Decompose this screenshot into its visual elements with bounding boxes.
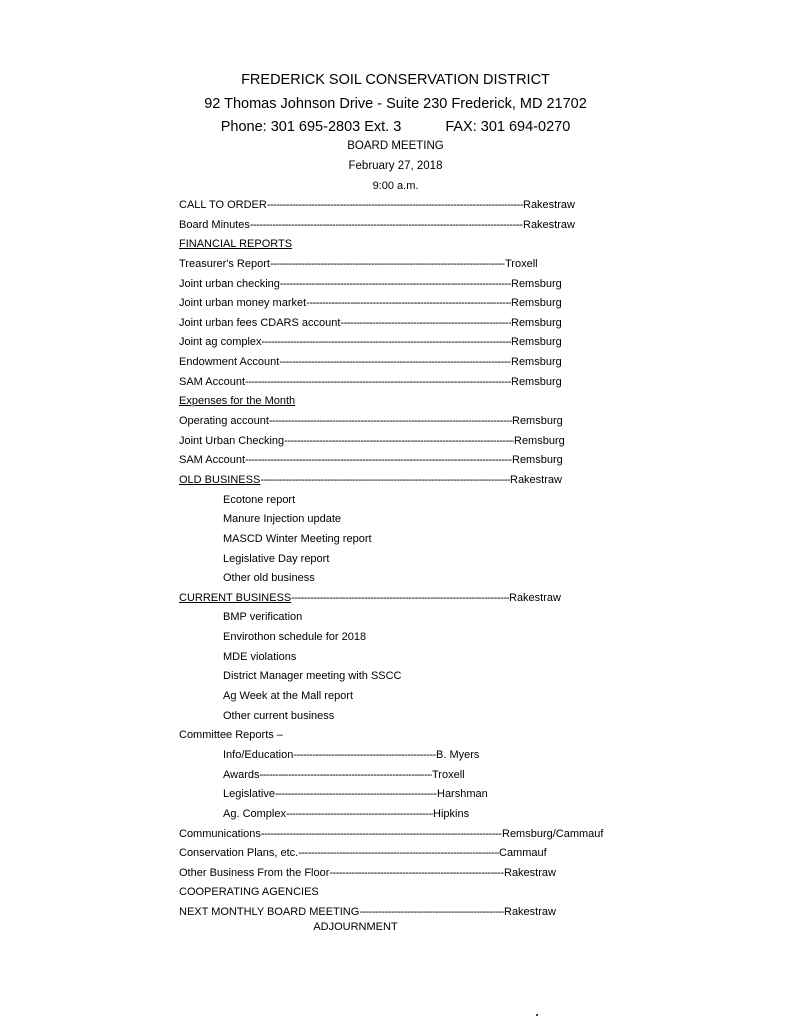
dot-leader bbox=[250, 216, 523, 236]
org-address: 92 Thomas Johnson Drive - Suite 230 Frederick, MD 21702 bbox=[204, 96, 587, 112]
agenda-item-presenter: Rakestraw bbox=[523, 199, 575, 211]
agenda-item-presenter: Rakestraw bbox=[504, 866, 556, 879]
dot-leader bbox=[267, 196, 523, 216]
agenda-item bbox=[0, 766, 791, 786]
agenda-item bbox=[0, 825, 791, 845]
agenda-item-label: Treasurer's Report bbox=[179, 257, 270, 270]
meeting-date: February 27, 2018 bbox=[348, 160, 443, 172]
agenda-item-label: Other Business From the Floor bbox=[179, 866, 330, 879]
agenda-item-presenter: Cammauf bbox=[499, 847, 547, 860]
meeting-title: BOARD MEETING bbox=[347, 140, 444, 152]
agenda-item-presenter: Remsburg bbox=[511, 356, 562, 369]
agenda-item bbox=[0, 589, 791, 609]
agenda-item-label: Joint urban checking bbox=[179, 277, 280, 290]
agenda-item-label: Envirothon schedule for 2018 bbox=[223, 631, 367, 644]
dot-leader bbox=[261, 825, 502, 845]
adjournment: ADJOURNMENT bbox=[313, 921, 398, 933]
dot-leader bbox=[280, 275, 511, 295]
meeting-time: 9:00 a.m. bbox=[372, 180, 419, 192]
agenda-item-presenter: Remsburg bbox=[514, 434, 565, 447]
dot-leader bbox=[245, 373, 511, 393]
agenda-item bbox=[0, 530, 791, 550]
agenda-item-label: OLD BUSINESS bbox=[179, 473, 261, 486]
dot-leader bbox=[286, 805, 433, 825]
agenda-item-label: Legislative Day report bbox=[223, 552, 330, 565]
agenda-item bbox=[0, 412, 791, 432]
agenda-item-label: MDE violations bbox=[223, 650, 297, 663]
agenda-item bbox=[0, 373, 791, 393]
agenda-item-label: Endowment Account bbox=[179, 356, 280, 369]
agenda-item-presenter: Harshman bbox=[437, 788, 488, 801]
agenda-item-label: Ag Week at the Mall report bbox=[223, 690, 354, 703]
agenda-item-label: Joint urban fees CDARS account bbox=[179, 316, 341, 329]
agenda-item bbox=[0, 608, 791, 628]
agenda-item-presenter: Remsburg bbox=[512, 415, 563, 428]
agenda-item bbox=[0, 333, 791, 353]
agenda-item-presenter: Rakestraw bbox=[523, 218, 575, 231]
dot-leader bbox=[262, 333, 511, 353]
agenda-item bbox=[0, 707, 791, 727]
agenda-item bbox=[0, 687, 791, 707]
agenda-item bbox=[0, 275, 791, 295]
stray-mark bbox=[536, 1014, 538, 1016]
agenda-item bbox=[0, 314, 791, 334]
agenda-item bbox=[0, 785, 791, 805]
agenda-item-label: Operating account bbox=[179, 415, 269, 428]
agenda-item-label: CALL TO ORDER bbox=[179, 199, 267, 211]
agenda-item bbox=[0, 903, 791, 923]
contact-line bbox=[0, 119, 791, 135]
agenda-item bbox=[0, 432, 791, 452]
agenda-item-presenter: Remsburg bbox=[511, 277, 562, 290]
agenda-item-label: Joint urban money market bbox=[179, 297, 307, 310]
dot-leader bbox=[329, 864, 504, 884]
agenda-item-presenter: Remsburg bbox=[511, 375, 562, 388]
agenda-item-label: COOPERATING AGENCIES bbox=[179, 886, 319, 899]
org-name: FREDERICK SOIL CONSERVATION DISTRICT bbox=[241, 72, 550, 88]
dot-leader bbox=[260, 471, 510, 491]
agenda-item-label: Info/Education bbox=[223, 748, 294, 761]
agenda-item-presenter: Troxell bbox=[432, 768, 465, 781]
agenda-item bbox=[0, 550, 791, 570]
agenda-item bbox=[0, 510, 791, 530]
agenda-item-presenter: Rakestraw bbox=[509, 591, 561, 604]
agenda-item bbox=[0, 805, 791, 825]
dot-leader bbox=[291, 589, 509, 609]
dot-leader bbox=[284, 432, 514, 452]
agenda-item-presenter: Remsburg/Cammauf bbox=[502, 827, 604, 840]
dot-leader bbox=[275, 785, 437, 805]
agenda-item bbox=[0, 196, 791, 216]
agenda-item-label: FINANCIAL REPORTS bbox=[179, 238, 293, 251]
dot-leader bbox=[279, 353, 511, 373]
dot-leader bbox=[306, 294, 511, 314]
agenda-item-label: SAM Account bbox=[179, 375, 246, 388]
agenda-item bbox=[0, 883, 791, 903]
agenda-item-label: Joint ag complex bbox=[179, 336, 262, 349]
agenda-item-presenter: Rakestraw bbox=[510, 473, 562, 486]
agenda-item-label: CURRENT BUSINESS bbox=[179, 591, 292, 604]
dot-leader bbox=[298, 844, 499, 864]
agenda-item bbox=[0, 726, 791, 746]
agenda-item bbox=[0, 569, 791, 589]
agenda-item-label: MASCD Winter Meeting report bbox=[223, 532, 372, 545]
agenda-item-label: Ag. Complex bbox=[223, 807, 286, 820]
agenda-item-label: Conservation Plans, etc. bbox=[179, 847, 299, 860]
dot-leader bbox=[359, 903, 504, 923]
agenda-item-label: District Manager meeting with SSCC bbox=[223, 670, 402, 683]
dot-leader bbox=[340, 314, 511, 334]
dot-leader bbox=[259, 766, 432, 786]
agenda-item bbox=[0, 844, 791, 864]
dot-leader bbox=[293, 746, 436, 766]
agenda-item-presenter: Rakestraw bbox=[504, 906, 556, 919]
agenda-item-label: Other current business bbox=[223, 709, 335, 722]
agenda-item bbox=[0, 235, 791, 255]
dot-leader bbox=[269, 412, 512, 432]
agenda-item bbox=[0, 255, 791, 275]
agenda-item-label: NEXT MONTHLY BOARD MEETING bbox=[179, 906, 360, 919]
agenda-item-label: Other old business bbox=[223, 572, 315, 585]
fax-number: FAX: 301 694-0270 bbox=[445, 119, 571, 135]
agenda-item-label: Expenses for the Month bbox=[179, 395, 296, 408]
agenda-item-presenter: B. Myers bbox=[436, 748, 480, 761]
agenda-item bbox=[0, 628, 791, 648]
agenda-item-label: Committee Reports – bbox=[179, 729, 283, 742]
agenda-item bbox=[0, 667, 791, 687]
agenda-item-presenter: Remsburg bbox=[511, 297, 562, 310]
agenda-item-label: Board Minutes bbox=[179, 218, 250, 231]
agenda-item-presenter: Troxell bbox=[505, 257, 538, 270]
agenda-item bbox=[0, 353, 791, 373]
agenda-item bbox=[0, 648, 791, 668]
agenda-item-label: Ecotone report bbox=[223, 493, 296, 506]
agenda-item-label: BMP verification bbox=[223, 611, 303, 624]
dot-leader bbox=[245, 451, 512, 471]
agenda-item-label: Communications bbox=[179, 827, 261, 840]
agenda-item-label: Manure Injection update bbox=[223, 513, 342, 526]
agenda-list bbox=[0, 196, 791, 923]
agenda-item bbox=[0, 294, 791, 314]
dot-leader bbox=[270, 255, 505, 275]
agenda-item-label: Joint Urban Checking bbox=[179, 434, 285, 447]
agenda-item bbox=[0, 392, 791, 412]
agenda-item-label: Legislative bbox=[223, 788, 275, 801]
agenda-item bbox=[0, 471, 791, 491]
agenda-item-presenter: Hipkins bbox=[433, 807, 470, 820]
agenda-item-presenter: Remsburg bbox=[511, 336, 562, 349]
agenda-item bbox=[0, 216, 791, 236]
phone-number: Phone: 301 695-2803 Ext. 3 bbox=[220, 119, 402, 135]
agenda-item bbox=[0, 451, 791, 471]
agenda-item-label: Awards bbox=[223, 768, 260, 781]
agenda-item-label: SAM Account bbox=[179, 454, 246, 467]
agenda-item bbox=[0, 746, 791, 766]
agenda-item-presenter: Remsburg bbox=[512, 454, 563, 467]
agenda-item bbox=[0, 864, 791, 884]
agenda-item-presenter: Remsburg bbox=[511, 316, 562, 329]
agenda-item bbox=[0, 491, 791, 511]
